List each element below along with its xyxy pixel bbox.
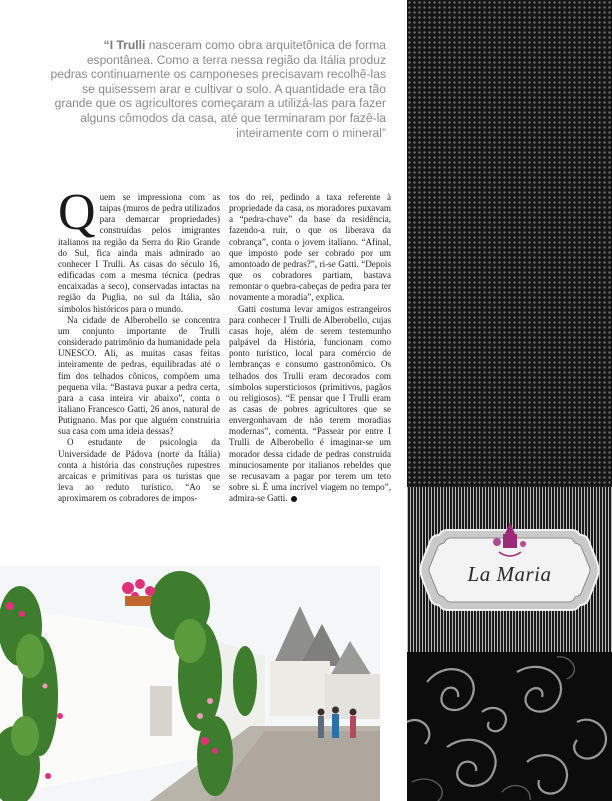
dot-pattern-block [407,0,612,487]
article-paragraph: Na cidade de Alberobello se concentra um conjunto importante de Trulli considerado patrimônio da humanidade pela UNESCO. Ali, as muitas casas feitas inteiramente de pedras, equilibradas até o fim dos telhados cônicos, compõem uma pequena vila. “Bastava puxar a pedra certa, para a casa inteira vir abaixo”, conta o italiano Francesco Gatti, 26 anos, natural de Putignano. Mas por que alguém construiria sua casa com uma ideia dessas? [58,314,220,437]
paragraph-text: uem se impressiona com as taipas (muros de pedra utilizados para demarcar propriedades) construídas pelos imigrantes italianos na região da Serra do Rio Grande do Sul, fica ainda mais admirado ao conhecer I Trulli. As casas do século 16, edificadas com a mesma técnica (pedras encaixadas a seco), conservadas intactas na região da Puglia, no sul da Itália, são símbolos históricos para o mundo. [58,192,220,314]
photo-illustration [0,566,380,801]
decorative-panel [407,0,612,801]
article-column-1 [58,184,220,504]
la-maria-logo-text: La Maria [467,562,552,586]
pull-quote-lead: “I Trulli [103,38,146,52]
drop-cap: Q [58,184,96,241]
paragraph-text: Gatti costuma levar amigos estrangeiros para conhecer I Trulli de Alberobello, cujas casas hoje, além de serem testemunho palpável da História, funcionam como ponto turístico, local para comércio de lembranças e consumo gastronômico. Os telhados dos Trulli eram decorados com símbolos supersticiosos (primitivos, pagãos ou religiosos). “E pensar que I Trulli eram as casas de pobres agricultores que se envergonhavam de não terem moradias modernas”, comenta. “Passear por entre I Trulli de Alberobello é imaginar-se um morador dessa cidade de pedras construída minuciosamente por italianos rebeldes que se recusavam a pagar por terem um teto sobre si. É uma incrível viagem no tempo”, admira-se Gatti. [229,303,391,504]
article-paragraph: O estudante de psicologia da Universidade de Pádova (norte da Itália) conta a história das construções rupestres arcaicas e primitivas para os turistas que leva ao reduto turístico. “Ao se aproximarem os cobradores de impos- [58,437,220,504]
article-paragraph [58,184,220,315]
swirl-pattern-block [407,652,612,801]
end-mark-icon [291,496,297,502]
pull-quote [50,38,386,140]
swirl-ornament-icon [407,652,612,801]
article-paragraph [229,304,391,505]
pull-quote-body: nasceram como obra arquitetônica de forma espontânea. Como a terra nessa região da Itália produz pedras continuamente os camponeses precisavam recolhê-las se quisessem arar e cultivar o solo. A quantidade era tão grande que os agricultores começaram a utilizá-las para fazer alguns cômodos da casa, até que terminaram por fazê-la inteiramente com o mineral” [50,38,386,140]
article-column-2 [229,192,391,504]
article-paragraph: tos do rei, pedindo a taxa referente à propriedade da casa, os moradores puxavam a “pedra-chave” da base da residência, fazendo-a ruir, o que os liberava da cobrança”, conta o jovem italiano. “Afinal, que imposto pode ser cobrado por um amontoado de pedras?”, ri-se Gatti. “Depois que os cobradores partiam, bastava remontar o quebra-cabeças de pedra para ter novamente a moradia”, explica. [229,192,391,303]
alberobello-street-photo [0,566,380,801]
